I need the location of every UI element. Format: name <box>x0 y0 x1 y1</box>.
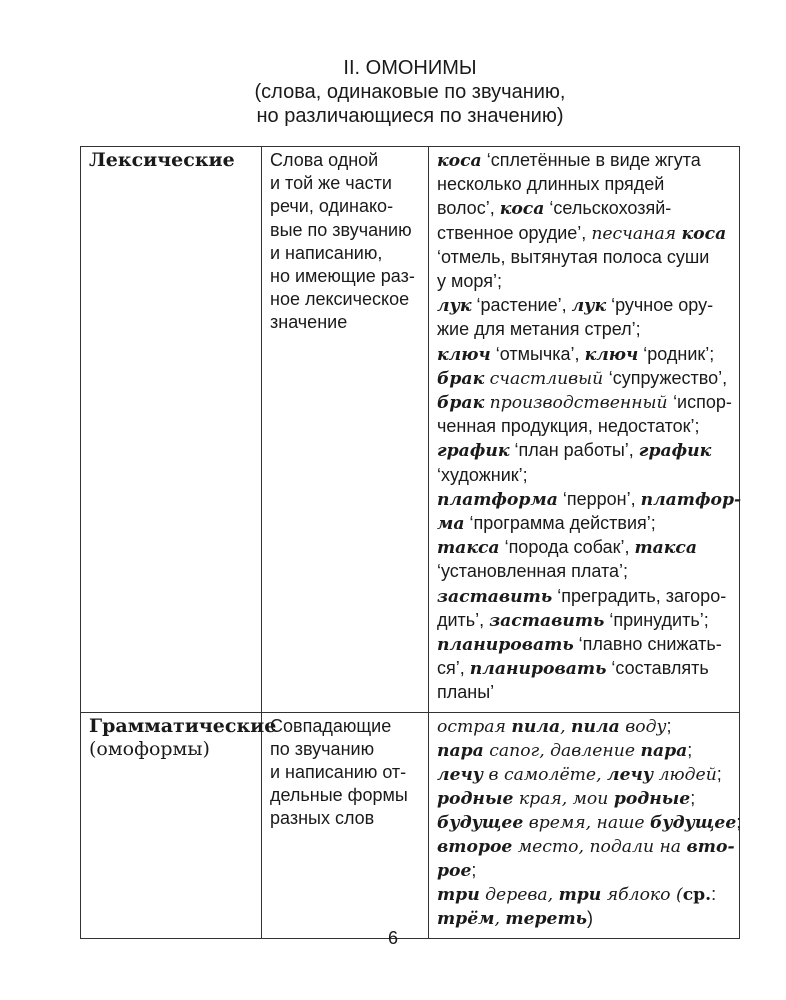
example-fragment: рое <box>437 860 472 881</box>
example-fragment: ; <box>690 788 696 809</box>
homonym-type-label: Грамматические <box>89 714 277 737</box>
example-fragment: брак <box>437 393 485 414</box>
example-fragment: время, наше <box>523 813 650 834</box>
example-fragment: волос’, <box>437 198 500 219</box>
homonyms-table <box>80 146 740 939</box>
example-fragment: лук <box>571 296 607 317</box>
example-fragment: яблоко ( <box>601 885 683 906</box>
example-fragment: лук <box>437 296 472 317</box>
example-line <box>437 657 731 681</box>
example-fragment: планировать <box>437 635 574 656</box>
example-line <box>437 294 731 318</box>
example-fragment: коса <box>499 199 545 220</box>
definition-line: значение <box>270 312 348 333</box>
example-fragment: ; <box>687 739 693 760</box>
definition-line: по звучанию <box>270 738 375 759</box>
example-line <box>437 197 731 221</box>
example-fragment: у моря’; <box>437 271 502 292</box>
example-fragment: острая <box>437 716 512 737</box>
definition-line: но имеющие раз- <box>270 266 415 287</box>
definition-line: и написанию, <box>270 242 383 263</box>
example-line <box>437 488 742 512</box>
example-line <box>437 391 731 415</box>
example-fragment: дить’, <box>437 609 490 630</box>
definition-cell <box>262 712 429 938</box>
example-line <box>437 883 731 907</box>
example-fragment: ма <box>437 514 465 535</box>
table-row <box>81 712 740 938</box>
definition-cell <box>262 147 429 713</box>
example-fragment: пила <box>511 716 561 737</box>
homonym-type-cell <box>81 147 262 713</box>
example-line <box>437 246 731 270</box>
example-fragment: ‘испор- <box>673 392 732 413</box>
definition-line: речи, одинако- <box>270 196 394 217</box>
example-fragment: ‘преградить, загоро- <box>552 585 727 606</box>
example-fragment: ‘составлять <box>606 658 709 679</box>
example-fragment: коса <box>681 223 727 244</box>
example-fragment: ‘план работы’, <box>509 440 639 461</box>
example-line <box>437 739 731 763</box>
example-fragment: в самолёте, <box>483 765 608 786</box>
homonym-type-cell <box>81 712 277 938</box>
example-line <box>437 415 731 439</box>
definition-line: вые по звучанию <box>270 219 412 240</box>
example-fragment: ственное орудие’, <box>437 222 592 243</box>
example-fragment: заставить <box>437 586 553 607</box>
example-fragment: коса <box>437 151 482 171</box>
example-fragment: такса <box>437 538 500 559</box>
example-line <box>437 633 731 657</box>
example-fragment: ‘художник’; <box>437 464 528 485</box>
example-fragment: пара <box>640 740 688 761</box>
example-fragment: планы’ <box>437 682 495 703</box>
example-fragment: ‘сельскохозяй- <box>544 198 672 219</box>
example-fragment: лечу <box>607 765 654 786</box>
example-fragment: производственный <box>484 393 674 414</box>
example-fragment: будущее <box>437 813 524 834</box>
example-fragment: график <box>638 441 712 462</box>
example-fragment: ‘порода собак’, <box>499 537 635 558</box>
definition-line: и написанию от- <box>270 762 407 783</box>
example-line <box>437 439 731 463</box>
example-line <box>437 609 731 633</box>
example-line <box>437 318 731 342</box>
example-line <box>437 343 731 367</box>
example-fragment: ‘принудить’; <box>604 609 709 630</box>
example-fragment: брак <box>437 368 485 389</box>
example-fragment: планировать <box>469 659 607 680</box>
example-fragment: ; <box>471 859 477 880</box>
example-fragment: платформа <box>437 489 558 510</box>
example-fragment: ся’, <box>437 658 470 679</box>
example-fragment: ‘установленная плата’; <box>437 561 629 582</box>
example-fragment: будущее <box>649 813 737 834</box>
example-line <box>437 763 731 787</box>
example-line <box>437 536 731 560</box>
example-fragment: жие для метания стрел’; <box>437 319 641 340</box>
example-line <box>437 787 731 811</box>
example-fragment: платфор- <box>640 489 742 510</box>
example-fragment: пила <box>571 716 620 737</box>
example-fragment: дерева, <box>479 885 559 906</box>
example-fragment: заставить <box>489 610 605 631</box>
example-fragment: родные <box>437 789 514 810</box>
example-fragment: три <box>558 885 602 906</box>
example-fragment: ‘перрон’, <box>557 488 641 509</box>
example-fragment: ‘отмель, вытянутая полоса суши <box>437 246 710 267</box>
homonym-type-note: (омоформы) <box>89 737 210 760</box>
example-fragment: ‘растение’, <box>471 295 572 316</box>
example-fragment: ‘ручное ору- <box>606 295 714 316</box>
homonyms-table-body <box>81 147 740 939</box>
example-line <box>437 270 731 294</box>
example-line <box>437 681 731 705</box>
example-fragment: место, подали на <box>512 836 687 857</box>
page-number: 6 <box>387 928 398 948</box>
definition-line: Совпадающие <box>270 715 392 736</box>
example-fragment: воду <box>619 716 667 737</box>
example-fragment: ‘сплетённые в виде жгута <box>481 150 701 170</box>
example-fragment: ; <box>666 715 672 736</box>
example-fragment: вто- <box>686 836 735 857</box>
example-fragment: лечу <box>437 765 484 786</box>
definition-line: ное лексическое <box>270 289 410 310</box>
example-fragment: ченная продукция, недостаток’; <box>437 416 700 437</box>
section-heading <box>80 56 740 128</box>
example-line <box>437 173 731 197</box>
example-fragment: трём <box>437 909 495 930</box>
example-line <box>437 811 742 835</box>
example-line <box>437 715 731 739</box>
example-line <box>437 464 731 488</box>
definition-line: Слова одной <box>270 150 379 170</box>
section-subtitle-line-2: но различающиеся по значению) <box>256 105 564 127</box>
example-fragment: ‘плавно снижать- <box>573 634 722 655</box>
section-title: II. ОМОНИМЫ <box>343 57 477 79</box>
table-row <box>81 147 740 713</box>
example-fragment: несколько длинных прядей <box>437 174 665 195</box>
definition-line: дельные формы <box>270 785 408 806</box>
example-fragment: людей <box>653 765 717 786</box>
example-fragment: ‘родник’; <box>638 343 715 364</box>
example-fragment: , <box>494 909 506 930</box>
example-fragment: ; <box>736 812 742 833</box>
example-fragment: пара <box>437 740 484 761</box>
example-fragment: : <box>711 884 717 905</box>
example-fragment: родные <box>613 789 691 810</box>
definition-line: разных слов <box>270 808 375 829</box>
homonym-type-label: Лексические <box>89 149 235 171</box>
example-fragment: ‘отмычка’, <box>490 343 585 364</box>
example-fragment: ключ <box>437 344 491 365</box>
example-line <box>437 859 731 883</box>
example-fragment: ‘супружество’, <box>608 367 728 388</box>
example-line <box>437 585 731 609</box>
section-subtitle-line-1: (слова, одинаковые по звучанию, <box>254 81 566 103</box>
example-fragment: такса <box>634 538 698 559</box>
example-line <box>437 149 731 173</box>
example-line <box>437 367 731 391</box>
example-line <box>437 222 731 246</box>
example-fragment: ключ <box>584 344 639 365</box>
definition-line: и той же части <box>270 173 392 194</box>
example-fragment: края, мои <box>513 789 614 810</box>
example-fragment: ср. <box>682 885 712 906</box>
example-fragment: тереть <box>505 909 588 930</box>
example-line <box>437 512 731 536</box>
example-fragment: ; <box>716 764 722 785</box>
example-fragment: график <box>437 441 510 462</box>
example-fragment: ‘программа действия’; <box>464 513 656 534</box>
example-fragment: ) <box>587 908 594 929</box>
example-fragment: песчаная <box>591 223 682 244</box>
example-fragment: сапог, давление <box>483 740 641 761</box>
examples-cell <box>429 147 740 713</box>
example-fragment: счастливый <box>484 368 609 389</box>
example-fragment: , <box>560 716 572 737</box>
example-line <box>437 836 735 859</box>
example-line <box>437 560 731 584</box>
examples-cell <box>429 712 740 938</box>
example-fragment: три <box>437 885 480 906</box>
example-fragment: второе <box>437 836 513 857</box>
